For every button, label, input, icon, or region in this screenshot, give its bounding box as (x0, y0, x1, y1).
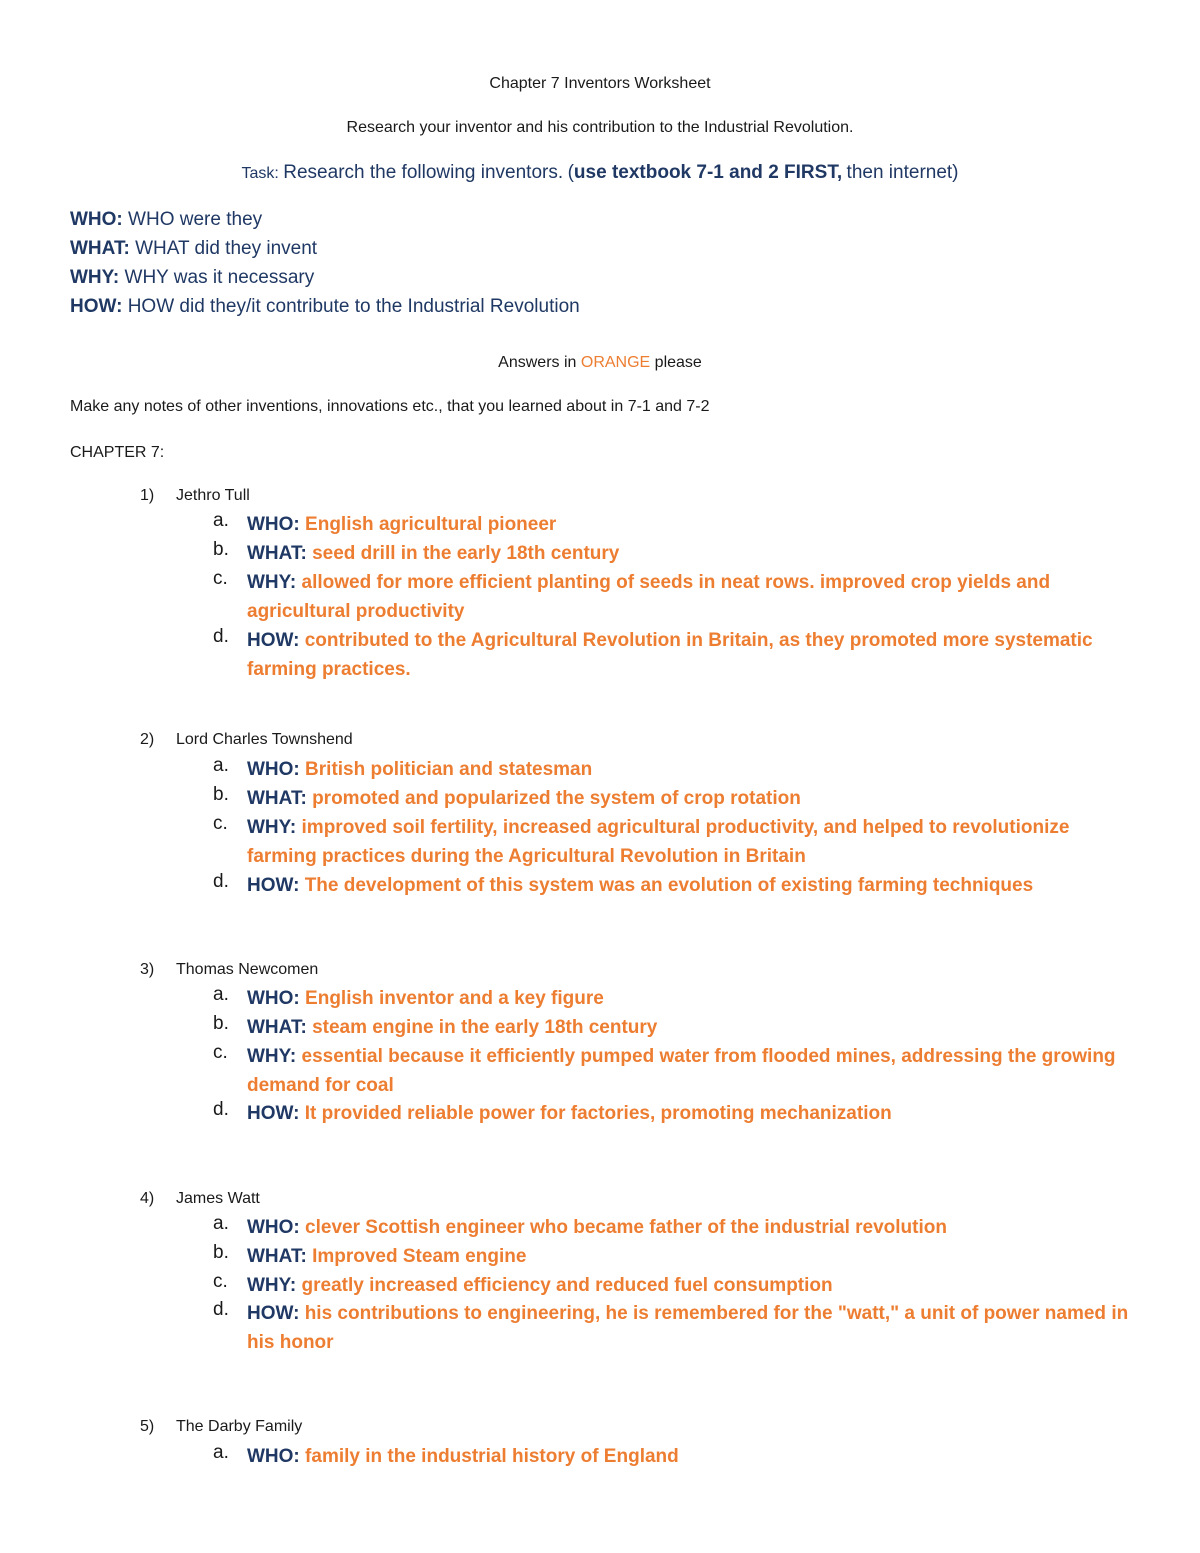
item-letter: c. (213, 1042, 228, 1063)
answer-label: HOW: (247, 875, 300, 896)
item-letter: c. (213, 813, 228, 834)
answer-label: HOW: (247, 1303, 300, 1324)
answer-text: English agricultural pioneer (305, 514, 557, 535)
answer-item (247, 1013, 1137, 1042)
item-letter: c. (213, 568, 228, 589)
item-letter: b. (213, 784, 229, 805)
answer-label: WHO: (247, 988, 300, 1009)
answer-label: HOW: (247, 1103, 300, 1124)
inventor-name: Lord Charles Townshend (176, 731, 353, 748)
item-letter: b. (213, 1013, 229, 1034)
answer-item (247, 568, 1137, 626)
item-letter: a. (213, 984, 229, 1005)
notes-instruction: Make any notes of other inventions, innovations etc., that you learned about in 7-1 and 7-2 (70, 398, 710, 415)
answer-item (247, 626, 1137, 684)
answer-label: WHY: (247, 1046, 297, 1067)
answer-text: The development of this system was an evolution of existing farming techniques (304, 875, 1034, 896)
answer-item (247, 1099, 1137, 1128)
answer-label: WHO: (247, 514, 300, 535)
answer-item (247, 510, 1137, 539)
answer-label: HOW: (247, 630, 300, 651)
page-subtitle: Research your inventor and his contribution to the Industrial Revolution. (346, 119, 854, 136)
answer-text: promoted and popularized the system of crop rotation (312, 788, 801, 809)
answer-item (247, 1042, 1137, 1100)
answer-item (247, 755, 1137, 784)
definition-key: WHY: (70, 267, 120, 288)
answer-item (247, 1213, 1137, 1242)
answer-text: allowed for more efficient planting of seeds in neat rows. improved crop yields and agricultural productivity (247, 572, 1051, 622)
item-letter: b. (213, 1242, 229, 1263)
answer-item (247, 539, 1137, 568)
definition-why (70, 267, 314, 289)
answer-text: clever Scottish engineer who became father of the industrial revolution (305, 1217, 947, 1238)
inventor-number: 3) (140, 961, 155, 978)
answer-text: family in the industrial history of England (305, 1446, 679, 1467)
answer-text: British politician and statesman (305, 759, 593, 780)
answer-label: WHAT: (247, 543, 307, 564)
definition-text: WHO were they (128, 209, 263, 230)
task-line (0, 162, 1200, 184)
item-letter: d. (213, 871, 229, 892)
answer-item (247, 871, 1137, 900)
item-letter: b. (213, 539, 229, 560)
answer-item (247, 1299, 1137, 1357)
inventor-name: James Watt (176, 1190, 260, 1207)
answer-item (247, 1242, 1137, 1271)
answer-text: It provided reliable power for factories, promoting mechanization (304, 1103, 892, 1124)
answer-label: WHAT: (247, 788, 307, 809)
definition-text: WHAT did they invent (135, 238, 318, 259)
item-letter: a. (213, 755, 229, 776)
answer-item (247, 1442, 1137, 1471)
task-tail: then internet) (846, 162, 959, 183)
answers-note (0, 354, 1200, 372)
answer-label: WHAT: (247, 1246, 307, 1267)
answers-note-before: Answers in (498, 354, 577, 371)
inventor-name: Thomas Newcomen (176, 961, 319, 978)
definition-how (70, 296, 580, 318)
answer-label: WHO: (247, 1446, 300, 1467)
answer-item (247, 813, 1137, 871)
inventor-name: The Darby Family (176, 1418, 303, 1435)
answers-note-after: please (654, 354, 702, 371)
definition-key: HOW: (70, 296, 123, 317)
answer-label: WHY: (247, 572, 297, 593)
answer-text: his contributions to engineering, he is remembered for the "watt," a unit of power named in his honor (247, 1303, 1129, 1353)
answer-text: seed drill in the early 18th century (306, 543, 620, 564)
inventor-number: 1) (140, 487, 155, 504)
answer-label: WHO: (247, 1217, 300, 1238)
answer-text: Improved Steam engine (312, 1246, 527, 1267)
answer-label: WHAT: (247, 1017, 307, 1038)
answer-label: WHY: (247, 817, 297, 838)
inventor-number: 4) (140, 1190, 155, 1207)
page-title: Chapter 7 Inventors Worksheet (489, 75, 711, 92)
item-letter: d. (213, 626, 229, 647)
item-letter: d. (213, 1299, 229, 1320)
inventor-number: 2) (140, 731, 155, 748)
item-letter: a. (213, 1213, 229, 1234)
definition-key: WHO: (70, 209, 123, 230)
answers-note-highlight: ORANGE (580, 354, 651, 371)
definition-who (70, 209, 262, 231)
answer-item (247, 984, 1137, 1013)
task-label: Task: (241, 165, 279, 182)
task-bold-text: use textbook 7-1 and 2 FIRST, (573, 162, 843, 183)
task-text: Research the following inventors. (283, 162, 564, 183)
definition-what (70, 238, 317, 260)
inventor-name: Jethro Tull (176, 487, 250, 504)
definition-text: WHY was it necessary (124, 267, 315, 288)
answer-text: essential because it efficiently pumped water from flooded mines, addressing the growing demand for coal (247, 1046, 1116, 1096)
answer-label: WHY: (247, 1275, 297, 1296)
definition-text: HOW did they/it contribute to the Industrial Revolution (127, 296, 580, 317)
answer-item (247, 784, 1137, 813)
answer-text: contributed to the Agricultural Revolution in Britain, as they promoted more systematic farming practices. (247, 630, 1093, 680)
answer-text: greatly increased efficiency and reduced fuel consumption (301, 1275, 833, 1296)
item-letter: a. (213, 1442, 229, 1463)
task-paren: ( (567, 162, 574, 183)
chapter-heading: CHAPTER 7: (70, 444, 165, 461)
answer-text: improved soil fertility, increased agricultural productivity, and helped to revolutionize farming practices during the Agricultural Revolution in Britain (247, 817, 1070, 867)
item-letter: c. (213, 1271, 228, 1292)
answer-label: WHO: (247, 759, 300, 780)
answer-text: steam engine in the early 18th century (312, 1017, 658, 1038)
item-letter: d. (213, 1099, 229, 1120)
inventor-number: 5) (140, 1418, 155, 1435)
answer-text: English inventor and a key figure (305, 988, 604, 1009)
item-letter: a. (213, 510, 229, 531)
definition-key: WHAT: (70, 238, 130, 259)
answer-item (247, 1271, 1137, 1300)
